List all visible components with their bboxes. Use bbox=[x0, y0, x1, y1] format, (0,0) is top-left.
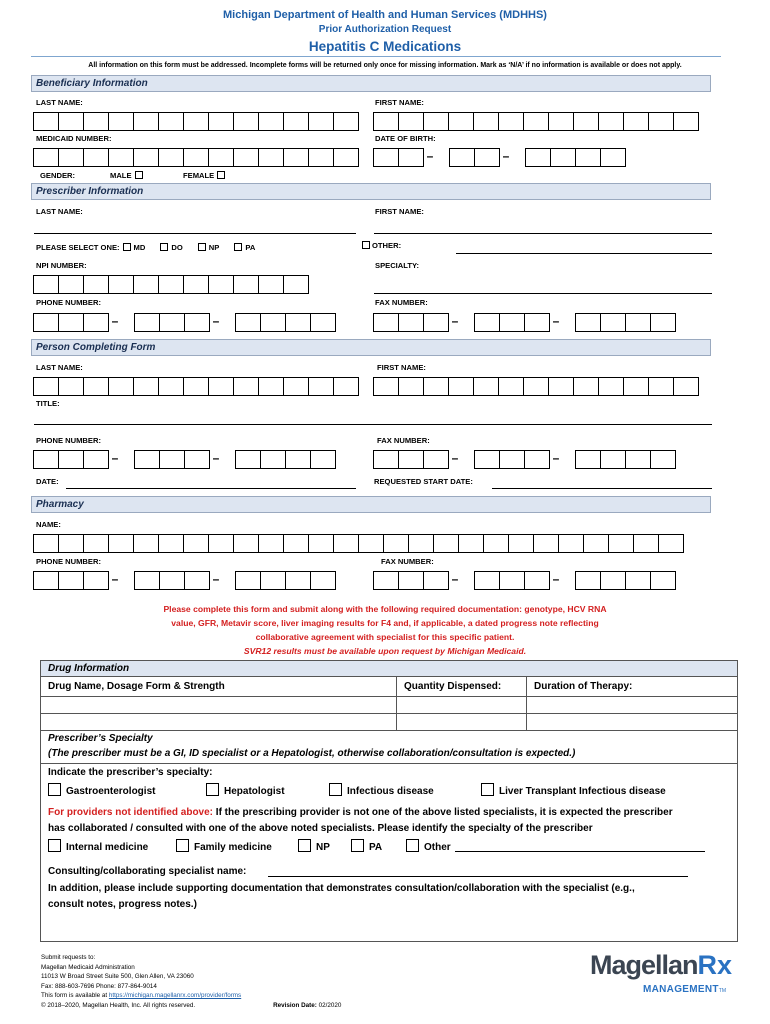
footer-url[interactable]: https://michigan.magellanrx.com/provider/forms bbox=[108, 992, 242, 999]
char-box[interactable] bbox=[285, 571, 311, 590]
char-box[interactable] bbox=[423, 377, 449, 396]
char-box[interactable] bbox=[508, 534, 534, 553]
pres-fax-boxes[interactable] bbox=[374, 313, 676, 332]
char-box[interactable] bbox=[573, 377, 599, 396]
char-box[interactable] bbox=[58, 112, 84, 131]
dash-separator: – bbox=[111, 314, 119, 328]
char-box[interactable] bbox=[283, 112, 309, 131]
char-box[interactable] bbox=[474, 148, 500, 167]
gastro-checkbox[interactable] bbox=[48, 783, 61, 796]
npi-label: NPI NUMBER: bbox=[36, 261, 87, 270]
dob-label: DATE OF BIRTH: bbox=[375, 134, 436, 143]
addition-line-2: consult notes, progress notes.) bbox=[48, 899, 197, 910]
char-box[interactable] bbox=[133, 112, 159, 131]
char-box[interactable] bbox=[398, 377, 424, 396]
char-box[interactable] bbox=[473, 377, 499, 396]
pharmacy-name-boxes[interactable] bbox=[34, 534, 684, 553]
char-box[interactable] bbox=[233, 377, 259, 396]
female-checkbox[interactable] bbox=[217, 171, 225, 179]
char-box[interactable] bbox=[524, 450, 550, 469]
char-box[interactable] bbox=[548, 112, 574, 131]
char-box[interactable] bbox=[625, 313, 651, 332]
npi-boxes[interactable] bbox=[34, 275, 309, 294]
char-box[interactable] bbox=[183, 275, 209, 294]
char-box[interactable] bbox=[623, 377, 649, 396]
char-box[interactable] bbox=[673, 112, 699, 131]
char-box[interactable] bbox=[208, 112, 234, 131]
other-specialty-checkbox[interactable] bbox=[406, 839, 419, 852]
char-box[interactable] bbox=[458, 534, 484, 553]
char-box[interactable] bbox=[108, 377, 134, 396]
char-box[interactable] bbox=[184, 450, 210, 469]
char-box[interactable] bbox=[158, 534, 184, 553]
char-box[interactable] bbox=[473, 112, 499, 131]
pc-start-date-line[interactable] bbox=[492, 488, 712, 489]
magellan-logo-sub: MANAGEMENTTM bbox=[643, 984, 727, 995]
dash-separator: – bbox=[552, 572, 560, 586]
char-box[interactable] bbox=[658, 534, 684, 553]
ben-last-name-boxes[interactable] bbox=[34, 112, 359, 131]
char-box[interactable] bbox=[133, 534, 159, 553]
char-box[interactable] bbox=[33, 112, 59, 131]
other-checkbox[interactable] bbox=[362, 241, 370, 249]
char-box[interactable] bbox=[398, 450, 424, 469]
gender-female[interactable]: FEMALE bbox=[183, 171, 228, 180]
other-specialty-line[interactable] bbox=[455, 851, 705, 852]
char-box[interactable] bbox=[333, 148, 359, 167]
opt-infectious-disease[interactable]: Infectious disease bbox=[329, 783, 434, 797]
pc-start-date-label: REQUESTED START DATE: bbox=[374, 477, 473, 486]
char-box[interactable] bbox=[308, 534, 334, 553]
footer-org: Magellan Medicaid Administration bbox=[41, 963, 135, 971]
char-box[interactable] bbox=[33, 450, 59, 469]
addition-line-1: In addition, please include supporting documentation that demonstrates consultation/collaboration with the specialist (e.g., bbox=[48, 883, 635, 894]
char-box[interactable] bbox=[285, 450, 311, 469]
family-medicine-checkbox[interactable] bbox=[176, 839, 189, 852]
char-box[interactable] bbox=[158, 377, 184, 396]
section-drug: Drug Information bbox=[48, 663, 130, 674]
char-box[interactable] bbox=[83, 313, 109, 332]
char-box[interactable] bbox=[58, 450, 84, 469]
pres-first-name-label: FIRST NAME: bbox=[375, 207, 424, 216]
section-beneficiary: Beneficiary Information bbox=[31, 75, 711, 92]
other-option[interactable]: OTHER: bbox=[362, 241, 401, 250]
char-box[interactable] bbox=[133, 148, 159, 167]
char-box[interactable] bbox=[83, 112, 109, 131]
char-box[interactable] bbox=[499, 313, 525, 332]
char-box[interactable] bbox=[83, 148, 109, 167]
drug-col-duration: Duration of Therapy: bbox=[534, 681, 633, 692]
np-checkbox[interactable] bbox=[198, 243, 206, 251]
char-box[interactable] bbox=[33, 275, 59, 294]
section-person-completing: Person Completing Form bbox=[31, 339, 711, 356]
dash-separator: – bbox=[502, 149, 510, 163]
pc-first-name-label: FIRST NAME: bbox=[377, 363, 426, 372]
char-box[interactable] bbox=[134, 450, 160, 469]
char-box[interactable] bbox=[533, 534, 559, 553]
char-box[interactable] bbox=[373, 450, 399, 469]
char-box[interactable] bbox=[258, 148, 284, 167]
pharmacy-fax-label: FAX NUMBER: bbox=[381, 557, 434, 566]
char-box[interactable] bbox=[285, 313, 311, 332]
char-box[interactable] bbox=[208, 148, 234, 167]
pc-fax-boxes[interactable] bbox=[374, 450, 676, 469]
pres-fax-label: FAX NUMBER: bbox=[375, 298, 428, 307]
internal-medicine-checkbox[interactable] bbox=[48, 839, 61, 852]
char-box[interactable] bbox=[600, 148, 626, 167]
char-box[interactable] bbox=[158, 148, 184, 167]
char-box[interactable] bbox=[258, 534, 284, 553]
char-box[interactable] bbox=[283, 148, 309, 167]
char-box[interactable] bbox=[108, 112, 134, 131]
dash-separator: – bbox=[451, 314, 459, 328]
pc-date-line[interactable] bbox=[66, 488, 356, 489]
pc-phone-label: PHONE NUMBER: bbox=[36, 436, 101, 445]
char-box[interactable] bbox=[159, 450, 185, 469]
char-box[interactable] bbox=[623, 112, 649, 131]
char-box[interactable] bbox=[598, 377, 624, 396]
char-box[interactable] bbox=[58, 534, 84, 553]
char-box[interactable] bbox=[235, 450, 261, 469]
opt-liver-transplant[interactable]: Liver Transplant Infectious disease bbox=[481, 783, 666, 797]
char-box[interactable] bbox=[333, 377, 359, 396]
drug-row-2-name[interactable] bbox=[41, 714, 396, 730]
page-title: Hepatitis C Medications bbox=[308, 39, 462, 54]
magellan-logo: MagellanRx bbox=[590, 950, 733, 980]
char-box[interactable] bbox=[423, 571, 449, 590]
opt-internal-medicine[interactable]: Internal medicine bbox=[48, 839, 148, 853]
char-box[interactable] bbox=[650, 313, 676, 332]
char-box[interactable] bbox=[208, 377, 234, 396]
pres-last-name-label: LAST NAME: bbox=[36, 207, 83, 216]
consulting-label: Consulting/collaborating specialist name: bbox=[48, 866, 247, 877]
providers-line-1: For providers not identified above: If the prescribing provider is not one of the above listed specialists, it is expected the prescriber bbox=[48, 807, 673, 818]
dash-separator: – bbox=[552, 451, 560, 465]
footer-copyright: © 2018–2020, Magellan Health, Inc. All rights reserved. bbox=[41, 1001, 196, 1009]
char-box[interactable] bbox=[600, 450, 626, 469]
char-box[interactable] bbox=[310, 450, 336, 469]
specialty-label: SPECIALTY: bbox=[375, 261, 420, 270]
opt-pa[interactable]: PA bbox=[351, 839, 382, 853]
char-box[interactable] bbox=[448, 112, 474, 131]
char-box[interactable] bbox=[58, 313, 84, 332]
char-box[interactable] bbox=[184, 313, 210, 332]
char-box[interactable] bbox=[373, 571, 399, 590]
char-box[interactable] bbox=[633, 534, 659, 553]
section-prescriber-specialty: Prescriber’s Specialty bbox=[48, 733, 153, 744]
char-box[interactable] bbox=[58, 148, 84, 167]
pc-date-label: DATE: bbox=[36, 477, 59, 486]
dash-separator: – bbox=[552, 314, 560, 328]
char-box[interactable] bbox=[373, 148, 399, 167]
char-box[interactable] bbox=[183, 377, 209, 396]
pres-phone-boxes[interactable] bbox=[34, 313, 336, 332]
drug-col-qty: Quantity Dispensed: bbox=[404, 681, 502, 692]
pc-phone-boxes[interactable] bbox=[34, 450, 336, 469]
char-box[interactable] bbox=[600, 313, 626, 332]
consulting-line[interactable] bbox=[268, 876, 688, 877]
char-box[interactable] bbox=[108, 534, 134, 553]
char-box[interactable] bbox=[233, 275, 259, 294]
do-checkbox[interactable] bbox=[160, 243, 168, 251]
opt-gastroenterologist[interactable]: Gastroenterologist bbox=[48, 783, 155, 797]
char-box[interactable] bbox=[474, 571, 500, 590]
char-box[interactable] bbox=[498, 377, 524, 396]
dash-separator: – bbox=[451, 451, 459, 465]
char-box[interactable] bbox=[423, 450, 449, 469]
char-box[interactable] bbox=[524, 571, 550, 590]
pc-fax-label: FAX NUMBER: bbox=[377, 436, 430, 445]
infectious-checkbox[interactable] bbox=[329, 783, 342, 796]
char-box[interactable] bbox=[575, 148, 601, 167]
notice-line-4: SVR12 results must be available upon request by Michigan Medicaid. bbox=[243, 646, 527, 656]
char-box[interactable] bbox=[433, 534, 459, 553]
section-prescriber: Prescriber Information bbox=[31, 183, 711, 200]
dash-separator: – bbox=[111, 572, 119, 586]
char-box[interactable] bbox=[310, 571, 336, 590]
dob-boxes[interactable] bbox=[374, 148, 626, 167]
select-one: PLEASE SELECT ONE: MD DO NP PA bbox=[36, 243, 256, 252]
char-box[interactable] bbox=[183, 148, 209, 167]
char-box[interactable] bbox=[233, 534, 259, 553]
pc-title-label: TITLE: bbox=[36, 399, 60, 408]
char-box[interactable] bbox=[423, 313, 449, 332]
char-box[interactable] bbox=[499, 571, 525, 590]
char-box[interactable] bbox=[83, 450, 109, 469]
pc-last-name-boxes[interactable] bbox=[34, 377, 359, 396]
char-box[interactable] bbox=[233, 112, 259, 131]
gender-label: GENDER: bbox=[40, 171, 76, 180]
char-box[interactable] bbox=[333, 534, 359, 553]
char-box[interactable] bbox=[310, 313, 336, 332]
header-divider bbox=[31, 56, 721, 57]
drug-section-header bbox=[41, 661, 737, 677]
char-box[interactable] bbox=[423, 112, 449, 131]
char-box[interactable] bbox=[33, 534, 59, 553]
char-box[interactable] bbox=[134, 313, 160, 332]
notice-line-1: Please complete this form and submit along with the following required documentation: genotype, HCV RNA bbox=[163, 604, 607, 614]
char-box[interactable] bbox=[358, 534, 384, 553]
char-box[interactable] bbox=[398, 571, 424, 590]
char-box[interactable] bbox=[499, 450, 525, 469]
hepatologist-checkbox[interactable] bbox=[206, 783, 219, 796]
char-box[interactable] bbox=[573, 112, 599, 131]
char-box[interactable] bbox=[283, 275, 309, 294]
char-box[interactable] bbox=[498, 112, 524, 131]
char-box[interactable] bbox=[408, 534, 434, 553]
char-box[interactable] bbox=[523, 112, 549, 131]
footer-info: Submit requests to: Magellan Medicaid Administration 11013 W Broad Street Suite 500, Glen Allen, VA 23060 Fax: 888-603-7696 Phone: 877-864-9014 This form is available at https://michigan.magellanrx.com/provider/forms © 2018–2020, Magellan Health, Inc. All rights reserved. Revision Date: 02/2020 bbox=[41, 954, 342, 1009]
medicaid-number-boxes[interactable] bbox=[34, 148, 359, 167]
opt-np[interactable]: NP bbox=[298, 839, 330, 853]
pres-first-name-line[interactable] bbox=[374, 233, 712, 234]
char-box[interactable] bbox=[625, 571, 651, 590]
pa-checkbox[interactable] bbox=[234, 243, 242, 251]
other-line[interactable] bbox=[456, 253, 712, 254]
pharmacy-phone-boxes[interactable] bbox=[34, 571, 336, 590]
char-box[interactable] bbox=[58, 571, 84, 590]
char-box[interactable] bbox=[283, 534, 309, 553]
char-box[interactable] bbox=[108, 148, 134, 167]
dash-separator: – bbox=[212, 314, 220, 328]
pc-title-line[interactable] bbox=[34, 424, 712, 425]
gender-male[interactable]: MALE bbox=[110, 171, 146, 180]
providers-line-2: has collaborated / consulted with one of the above noted specialists. Please identify the specialty of the prescriber bbox=[48, 823, 593, 834]
char-box[interactable] bbox=[398, 313, 424, 332]
char-box[interactable] bbox=[283, 377, 309, 396]
char-box[interactable] bbox=[308, 377, 334, 396]
char-box[interactable] bbox=[33, 377, 59, 396]
char-box[interactable] bbox=[550, 148, 576, 167]
ben-last-name-label: LAST NAME: bbox=[36, 98, 83, 107]
char-box[interactable] bbox=[158, 112, 184, 131]
char-box[interactable] bbox=[208, 275, 234, 294]
char-box[interactable] bbox=[184, 571, 210, 590]
char-box[interactable] bbox=[83, 275, 109, 294]
dash-separator: – bbox=[426, 149, 434, 163]
male-checkbox[interactable] bbox=[135, 171, 143, 179]
pres-phone-label: PHONE NUMBER: bbox=[36, 298, 101, 307]
char-box[interactable] bbox=[33, 313, 59, 332]
medicaid-number-label: MEDICAID NUMBER: bbox=[36, 134, 112, 143]
char-box[interactable] bbox=[474, 450, 500, 469]
char-box[interactable] bbox=[583, 534, 609, 553]
opt-family-medicine[interactable]: Family medicine bbox=[176, 839, 272, 853]
pharmacy-phone-label: PHONE NUMBER: bbox=[36, 557, 101, 566]
np-specialty-checkbox[interactable] bbox=[298, 839, 311, 852]
char-box[interactable] bbox=[133, 377, 159, 396]
dash-separator: – bbox=[212, 572, 220, 586]
char-box[interactable] bbox=[525, 148, 551, 167]
char-box[interactable] bbox=[260, 571, 286, 590]
form-subtitle: Prior Authorization Request bbox=[318, 24, 452, 35]
specialty-line[interactable] bbox=[374, 293, 712, 294]
char-box[interactable] bbox=[108, 275, 134, 294]
notice-line-2: value, GFR, Metavir score, liver imaging results for F4 and, if applicable, a dated progress note reflecting bbox=[171, 618, 599, 628]
char-box[interactable] bbox=[650, 450, 676, 469]
char-box[interactable] bbox=[474, 313, 500, 332]
char-box[interactable] bbox=[159, 313, 185, 332]
drug-row-1-name[interactable] bbox=[41, 697, 396, 713]
char-box[interactable] bbox=[373, 112, 399, 131]
char-box[interactable] bbox=[648, 377, 674, 396]
char-box[interactable] bbox=[233, 148, 259, 167]
char-box[interactable] bbox=[33, 571, 59, 590]
char-box[interactable] bbox=[183, 112, 209, 131]
char-box[interactable] bbox=[183, 534, 209, 553]
opt-other[interactable]: Other bbox=[406, 839, 451, 853]
char-box[interactable] bbox=[523, 377, 549, 396]
pa-specialty-checkbox[interactable] bbox=[351, 839, 364, 852]
footer-submit: Submit requests to: bbox=[41, 954, 96, 961]
char-box[interactable] bbox=[625, 450, 651, 469]
md-checkbox[interactable] bbox=[123, 243, 131, 251]
char-box[interactable] bbox=[260, 313, 286, 332]
char-box[interactable] bbox=[598, 112, 624, 131]
char-box[interactable] bbox=[558, 534, 584, 553]
char-box[interactable] bbox=[258, 112, 284, 131]
char-box[interactable] bbox=[83, 571, 109, 590]
pc-last-name-label: LAST NAME: bbox=[36, 363, 83, 372]
section-pharmacy: Pharmacy bbox=[31, 496, 711, 513]
char-box[interactable] bbox=[673, 377, 699, 396]
instructions: All information on this form must be addressed. Incomplete forms will be returned only once for missing information. Mark as ‘N/A’ if no information is available or does not apply. bbox=[88, 62, 682, 69]
opt-hepatologist[interactable]: Hepatologist bbox=[206, 783, 285, 797]
char-box[interactable] bbox=[608, 534, 634, 553]
char-box[interactable] bbox=[398, 112, 424, 131]
char-box[interactable] bbox=[383, 534, 409, 553]
ben-first-name-boxes[interactable] bbox=[374, 112, 699, 131]
ben-first-name-label: FIRST NAME: bbox=[375, 98, 424, 107]
liver-transplant-checkbox[interactable] bbox=[481, 783, 494, 796]
char-box[interactable] bbox=[449, 148, 475, 167]
pc-first-name-boxes[interactable] bbox=[374, 377, 699, 396]
char-box[interactable] bbox=[235, 571, 261, 590]
notice-line-3: collaborative agreement with specialist for this specific patient. bbox=[255, 632, 515, 642]
char-box[interactable] bbox=[575, 571, 601, 590]
char-box[interactable] bbox=[235, 313, 261, 332]
char-box[interactable] bbox=[308, 112, 334, 131]
char-box[interactable] bbox=[373, 313, 399, 332]
char-box[interactable] bbox=[373, 377, 399, 396]
char-box[interactable] bbox=[333, 112, 359, 131]
specialty-note: (The prescriber must be a GI, ID specialist or a Hepatologist, otherwise collaboration/consultation is expected.) bbox=[48, 748, 576, 759]
char-box[interactable] bbox=[58, 377, 84, 396]
pres-last-name-line[interactable] bbox=[34, 233, 356, 234]
char-box[interactable] bbox=[260, 450, 286, 469]
char-box[interactable] bbox=[158, 275, 184, 294]
pharmacy-fax-boxes[interactable] bbox=[374, 571, 676, 590]
char-box[interactable] bbox=[159, 571, 185, 590]
char-box[interactable] bbox=[83, 534, 109, 553]
char-box[interactable] bbox=[258, 275, 284, 294]
char-box[interactable] bbox=[398, 148, 424, 167]
agency-title: Michigan Department of Health and Human Services (MDHHS) bbox=[223, 9, 547, 21]
char-box[interactable] bbox=[648, 112, 674, 131]
char-box[interactable] bbox=[308, 148, 334, 167]
char-box[interactable] bbox=[258, 377, 284, 396]
char-box[interactable] bbox=[483, 534, 509, 553]
char-box[interactable] bbox=[575, 450, 601, 469]
char-box[interactable] bbox=[134, 571, 160, 590]
char-box[interactable] bbox=[208, 534, 234, 553]
char-box[interactable] bbox=[58, 275, 84, 294]
pharmacy-name-label: NAME: bbox=[36, 520, 61, 529]
char-box[interactable] bbox=[83, 377, 109, 396]
char-box[interactable] bbox=[33, 148, 59, 167]
char-box[interactable] bbox=[448, 377, 474, 396]
footer-fax-phone: Fax: 888-603-7696 Phone: 877-864-9014 bbox=[41, 982, 157, 990]
indicate-specialty: Indicate the prescriber’s specialty: bbox=[48, 767, 213, 778]
char-box[interactable] bbox=[548, 377, 574, 396]
drug-col-name: Drug Name, Dosage Form & Strength bbox=[48, 681, 225, 692]
char-box[interactable] bbox=[133, 275, 159, 294]
char-box[interactable] bbox=[524, 313, 550, 332]
char-box[interactable] bbox=[650, 571, 676, 590]
dash-separator: – bbox=[451, 572, 459, 586]
revision-date: 02/2020 bbox=[318, 1001, 342, 1009]
footer-address: 11013 W Broad Street Suite 500, Glen Allen, VA 23060 bbox=[41, 973, 194, 980]
char-box[interactable] bbox=[575, 313, 601, 332]
dash-separator: – bbox=[212, 451, 220, 465]
dash-separator: – bbox=[111, 451, 119, 465]
char-box[interactable] bbox=[600, 571, 626, 590]
